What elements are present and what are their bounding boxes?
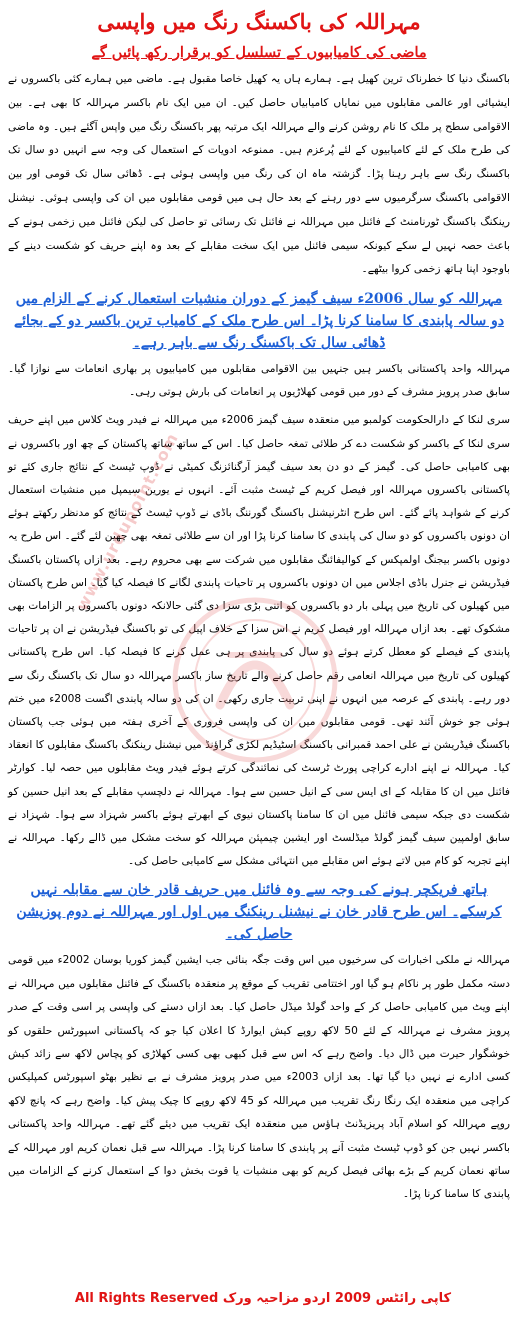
paragraph-intro: باکسنگ دنیا کا خطرناک ترین کھیل ہے۔ ہمارے ہاں یہ کھیل خاصا مقبول ہے۔ ماضی میں ہمارے کئی باکسروں نے ایشیائی اور عالمی مقابلوں میں نمایاں کامیابیاں حاصل کیں۔ ان میں ایک نام باکسر مہراللہ کا بھی ہے۔ بین الاقوامی سطح پر ملک کا نام روشن کرنے والے مہراللہ ایک مرتبہ پھر باکسنگ رنگ میں واپس آگئے ہیں۔ وہ ماضی کی طرح ملک کے لئے کامیابیوں کے لئے پُرعزم ہیں۔ ممنوعہ ادویات کے استعمال کی وجہ سے انہیں دو سال تک باکسنگ رنگ سے باہر رہنا پڑا۔ گزشتہ ماہ ان کی رنگ میں واپسی ہوئی ہے۔ ڈھائی سال تک قومی اور بین الاقوامی باکسنگ سرگرمیوں سے دور رہنے کے بعد حال ہی میں قومی مقابلوں میں ان کی واپسی ہوئی۔ نیشنل رینکنگ باکسنگ ٹورنامنٹ کے فائنل میں مہراللہ نے فائنل تک رسائی تو حاصل کی لیکن فائنل میں زخمی ہونے کے باعث حصہ نہیں لے سکے کیونکہ سیمی فائنل میں ایک سخت مقابلے کے بعد وہ اپنے حریف کو شکست دینے کے باوجود اپنا ہاتھ زخمی کروا بیٹھے۔ <box>8 73 510 276</box>
footer-rights: All Rights Reserved <box>74 1291 219 1306</box>
footer <box>0 1291 520 1306</box>
paragraph-awards: مہراللہ واحد پاکستانی باکسر ہیں جنہیں بین الاقوامی مقابلوں میں کامیابیوں پر بھاری انعامات سے نوازا گیا۔ سابق صدر پرویز مشرف کے دور میں قومی کھلاڑیوں پر انعامات کی بارش ہوتی رہی۔ <box>8 363 510 398</box>
section-heading-1: ماضی کی کامیابیوں کے تسلسل کو برقرار رکھ پائیں گے <box>91 44 427 61</box>
section-heading-2: مہراللہ کو سال 2006ء سیف گیمز کے دوران منشیات استعمال کرنے کے الزام میں دو سالہ پابندی کا سامنا کرنا پڑا۔ اس طرح ملک کے کامیاب ترین باکسر دو کے بجائے ڈھائی سال تک باکسنگ رنگ سے باہر رہے۔ <box>13 291 505 352</box>
paragraph-career: مہراللہ نے ملکی اخبارات کی سرخیوں میں اس وقت جگہ بنائی جب ایشین گیمز کوریا بوسان 2002ء میں قومی دستہ مکمل طور پر ناکام ہو گیا اور اختتامی تقریب کے موقع پر منعقدہ باکسنگ کے فائنل مقابلوں میں مہراللہ نے اپنے ویٹ میں کامیابی حاصل کر کے واحد گولڈ میڈل حاصل کیا۔ بعد ازاں دستے کی واپسی پر اسی وقت کے صدر پرویز مشرف نے مہراللہ کے لئے 50 لاکھ روپے کیش ایوارڈ کا اعلان کیا جو کہ پاکستانی اسپورٹس حلقوں کو خوشگوار حیرت میں ڈال دیا۔ واضح رہے کہ اس سے قبل کبھی بھی کسی کھلاڑی کو پچاس لاکھ سے زائد کیش کسی ادارے نے نہیں دیا گیا تھا۔ بعد ازاں 2003ء میں صدر پرویز مشرف نے بے نظیر بھٹو اسپورٹس کمپلیکس کراچی میں منعقدہ ایک رنگا رنگ تقریب میں مہراللہ کو 45 لاکھ روپے کا چیک پیش کیا۔ واضح رہے کہ پانچ لاکھ روپے مہراللہ کو اسلام آباد پریزیڈنٹ ہاؤس میں منعقدہ ایک تقریب میں دیئے گئے تھے۔ مہراللہ واحد پاکستانی باکسر نہیں جن کو ڈوپ ٹیسٹ مثبت آنے پر پابندی کا سامنا کرنا پڑا۔ مہراللہ سے قبل نعمان کریم اور مہراللہ کے ساتھ نعمان کریم کے بڑے بھائی فیصل کریم کو بھی منشیات یا قوت بخش دوا کے استعمال کرنے کے الزامات میں پابندی کا سامنا کرنا پڑا۔ <box>8 954 511 1201</box>
footer-copyright: کاپی رائٹس 2009 اردو مزاحیہ ورک <box>222 1291 452 1306</box>
paragraph-ban-story: سری لنکا کے دارالحکومت کولمبو میں منعقدہ سیف گیمز 2006ء میں مہراللہ نے فیدر ویٹ کلاس میں اپنے حریف سری لنکا کے باکسر کو شکست دے کر طلائی تمغہ حاصل کیا۔ اس کے ساتھ ساتھ پاکستان کے چھ اور باکسروں نے بھی کامیابی حاصل کی۔ گیمز کے دو دن بعد سیف گیمز آرگنائزنگ کمیٹی نے ڈوپ ٹیسٹ کے نتائج جاری کئے تو پاکستانی باکسروں مہراللہ اور فیصل کریم کے ٹیسٹ مثبت آئے۔ انہوں نے یورین سیمپل میں منشیات استعمال کرنے کے شواہد پائے گئے۔ اس طرح انٹرنیشنل باکسنگ گورننگ باڈی نے ڈوپ ٹیسٹ کے نتائج کو مدنظر رکھتے ہوئے ان دونوں باکسروں کو دو سال کی پابندی کا سامنا کرنا پڑا اور ان سے طلائی تمغہ بھی چھین لئے گئے۔ اس طرح یہ دونوں باکسر بیجنگ اولمپکس کے کوالیفائنگ مقابلوں میں شرکت سے بھی محروم رہے۔ بعد ازاں پاکستان باکسنگ فیڈریشن نے جنرل باڈی اجلاس میں ان دونوں باکسروں پر تاحیات پابندی لگانے کا فیصلہ کیا گیا۔ اس طرح پاکستان میں کھیلوں کی تاریخ میں پہلی بار دو باکسروں کو اتنی بڑی سزا دی گئی حالانکہ دونوں باکسروں پر الزامات بھی مشکوک تھے۔ بعد ازاں مہراللہ اور فیصل کریم نے اس سزا کے خلاف اپیل کی تو باکسنگ فیڈریشن نے ان پر تاحیات پابندی کے فیصلے کو معطل کرتے ہوئے دو سال کی پابندی پر ہی عمل کرنے کا فیصلہ کیا۔ اس طرح پاکستانی کھیلوں کی تاریخ میں مہراللہ انعامی رقم حاصل کرنے والے تاریخ ساز باکسر مہراللہ دو سال تک باکسنگ رنگ سے دور رہے۔ پابندی کے عرصہ میں انہوں نے اپنی تربیت جاری رکھی۔ ان کی دو سالہ پابندی اگست 2008ء میں ختم ہوئی جو خوش آئند تھی۔ قومی مقابلوں میں ان کی واپسی فروری کے آخری ہفتہ میں ہوئی جب پاکستان باکسنگ فیڈریشن نے علی احمد قمبرانی باکسنگ اسٹیڈیم لکڑی گراؤنڈ میں نیشنل رینکنگ باکسنگ مقابلوں کا انعقاد کیا۔ مہراللہ نے اپنے ادارے کراچی پورٹ ٹرسٹ کی نمائندگی کرتے ہوئے فیدر ویٹ مقابلوں میں حصہ لیا۔ کوارٹر فائنل میں ان کا مقابلہ کے ای ایس سی کے انیل حسین سے ہوا۔ مہراللہ نے دلچسپ مقابلے کے بعد انیل حسین کو شکست دی جبکہ سیمی فائنل میں ان کا سامنا پاکستان نیوی کے ابھرتے ہوئے باکسر شہزاد سے ہوا۔ شہزاد نے سابق اولمپین سیف گیمز گولڈ میڈلسٹ اور ایشین چیمپئن مہراللہ کو سخت مشکل میں ڈالے رکھا۔ مہراللہ نے اپنے تجربہ کو کام میں لاتے ہوئے اس مقابلے میں انتہائی مشکل سے کامیابی حاصل کی۔ <box>8 414 511 868</box>
article-title: مہراللہ کی باکسنگ رنگ میں واپسی <box>97 9 421 34</box>
section-heading-3: ہاتھ فریکچر ہونے کی وجہ سے وہ فائنل میں حریف قادر خان سے مقابلہ نہیں کرسکے۔ اس طرح قادر خان نے نیشنل رینکنگ میں اول اور مہراللہ نے دوم پوزیشن حاصل کی۔ <box>16 882 502 943</box>
site-url-watermark: www.urdupoint.com <box>72 429 183 614</box>
